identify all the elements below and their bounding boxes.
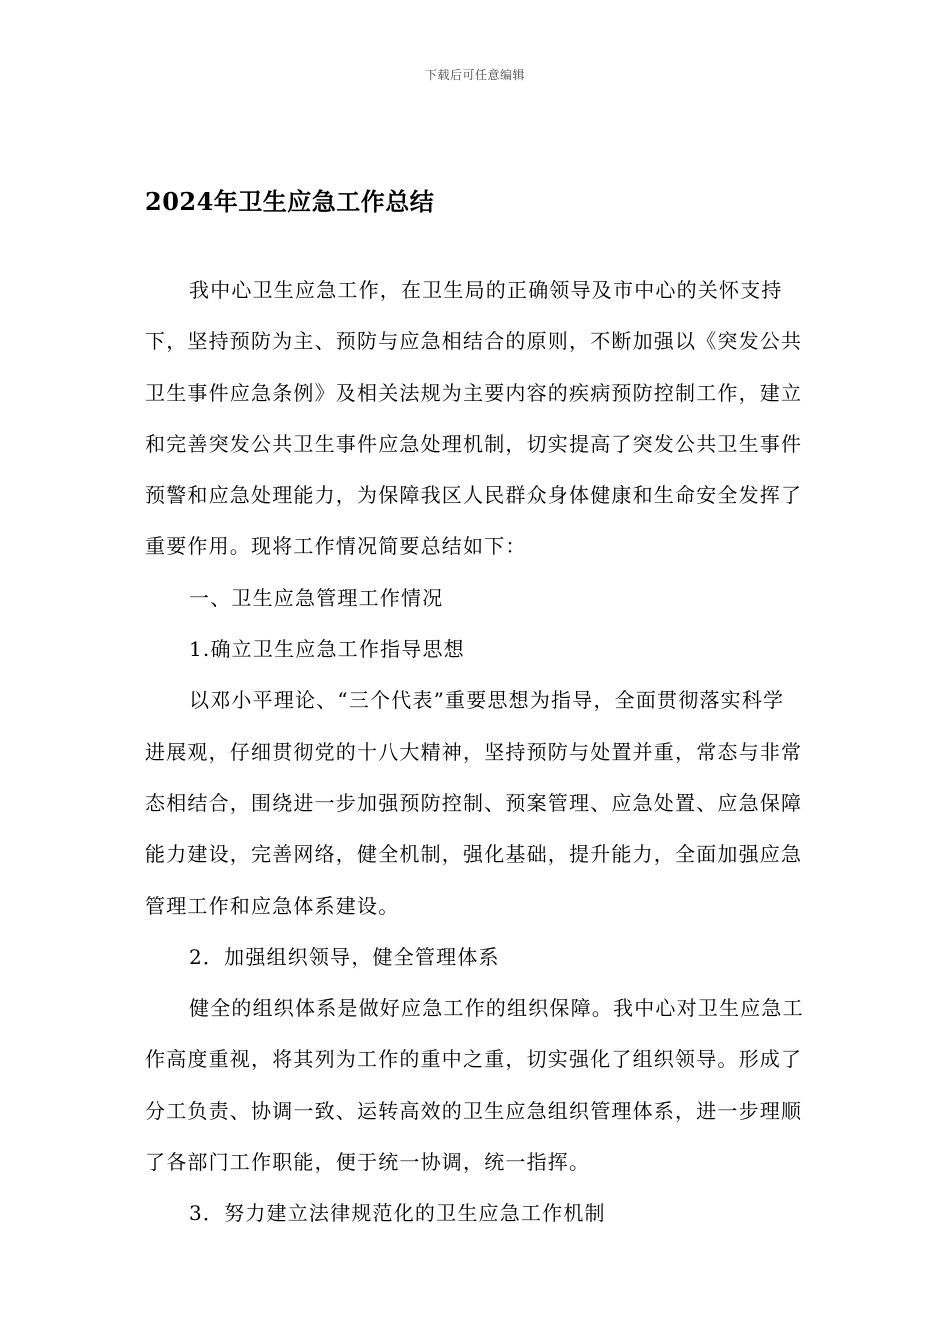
paragraph-guiding-ideology: 以邓小平理论、“三个代表”重要思想为指导，全面贯彻落实科学进展观，仔细贯彻党的十八大精神，坚持预防与处置并重，常态与非常态相结合，围绕进一步加强预防控制、预案管理、应急处置、应急保障能力建设，完善网络，健全机制，强化基础，提升能力，全面加强应急管理工作和应急体系建设。 xyxy=(145,688,803,918)
subheading-1: 1.确立卫生应急工作指导思想 xyxy=(189,637,465,662)
document-title: 2024年卫生应急工作总结 xyxy=(145,187,435,216)
subheading-2: 2．加强组织领导，健全管理体系 xyxy=(189,944,500,969)
paragraph-intro: 我中心卫生应急工作，在卫生局的正确领导及市中心的关怀支持下，坚持预防为主、预防与应急相结合的原则，不断加强以《突发公共卫生事件应急条例》及相关法规为主要内容的疾病预防控制工作，建立和完善突发公共卫生事件应急处理机制，切实提高了突发公共卫生事件预警和应急处理能力，为保障我区人民群众身体健康和生命安全发挥了重要作用。现将工作情况简要总结如下： xyxy=(145,278,803,559)
header-note: 下载后可任意编辑 xyxy=(424,68,525,82)
section-heading-1: 一、卫生应急管理工作情况 xyxy=(189,585,444,610)
document-body xyxy=(145,265,805,1240)
paragraph-organization: 健全的组织体系是做好应急工作的组织保障。我中心对卫生应急工作高度重视，将其列为工作的重中之重，切实强化了组织领导。形成了分工负责、协调一致、运转高效的卫生应急组织管理体系，进一步理顺了各部门工作职能，便于统一协调，统一指挥。 xyxy=(145,996,804,1175)
subheading-3: 3．努力建立法律规范化的卫生应急工作机制 xyxy=(189,1201,606,1226)
